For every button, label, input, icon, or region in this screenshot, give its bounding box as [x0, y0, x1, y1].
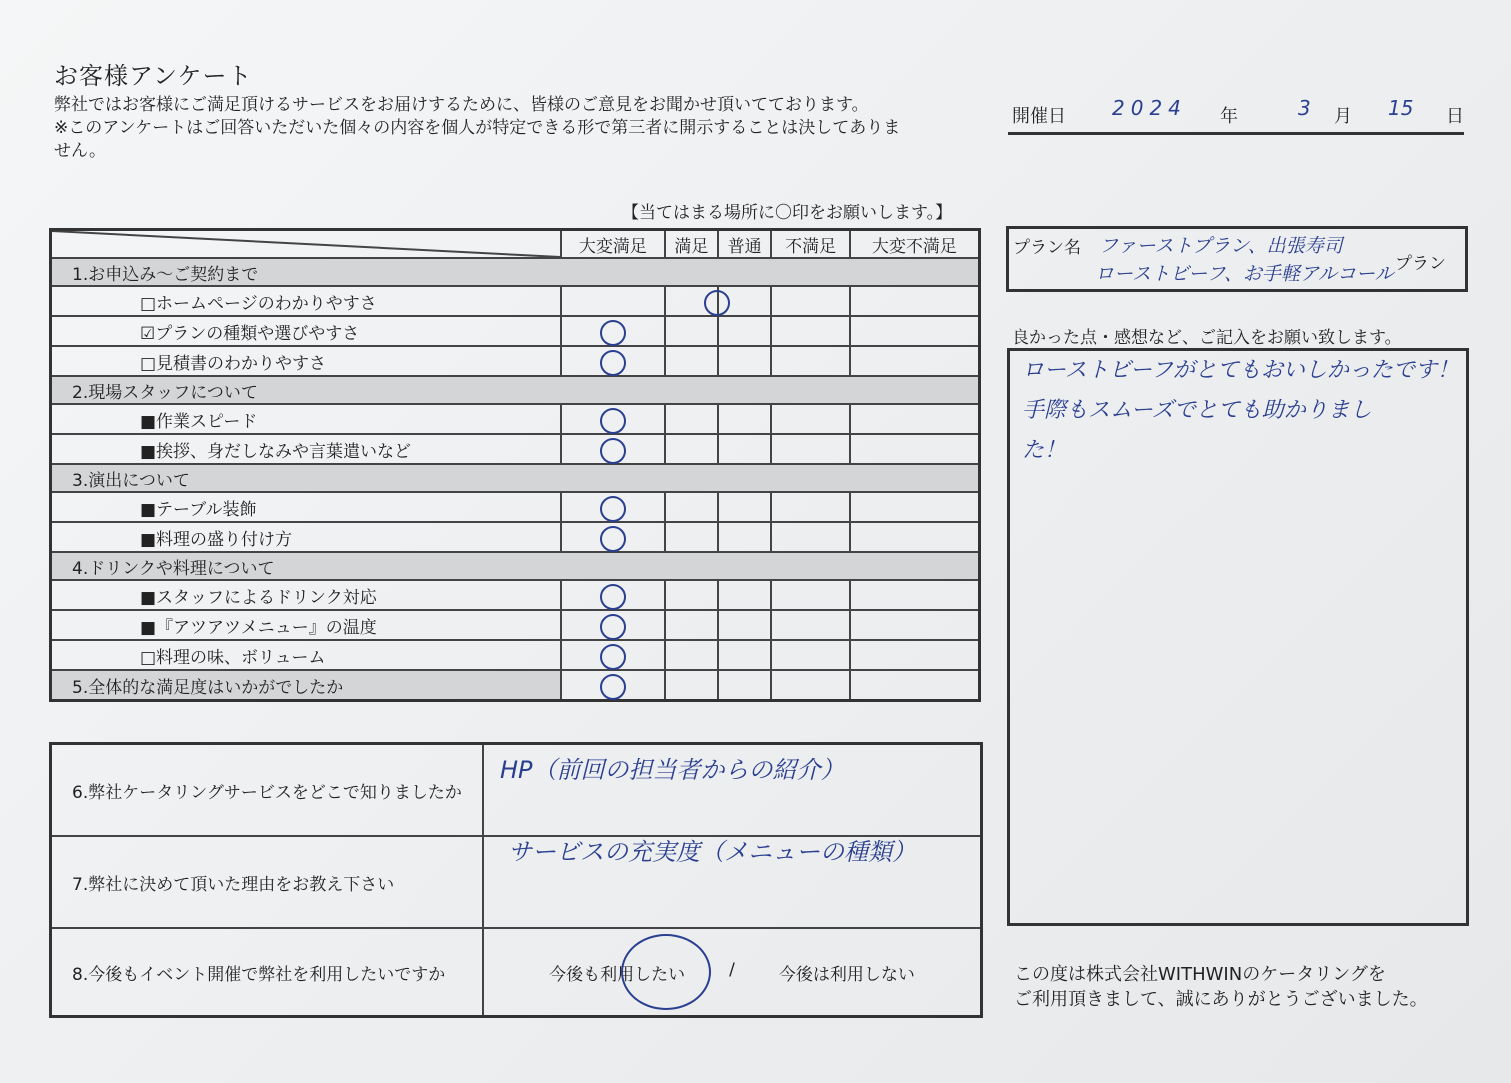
thanks-message — [1014, 962, 1428, 1012]
comment-line: 手際もスムーズでとても助かりまし — [1022, 398, 1372, 423]
rating-cell[interactable] — [718, 346, 771, 376]
rating-cell[interactable] — [718, 316, 771, 346]
rating-cell[interactable] — [771, 670, 850, 701]
circle-mark — [600, 496, 626, 522]
plan-suffix: プラン — [1395, 254, 1446, 274]
item-label: □見積書のわかりやすさ — [51, 346, 562, 376]
q7-answer-cell[interactable] — [483, 836, 982, 928]
rating-cell[interactable] — [665, 492, 718, 522]
rating-cell[interactable] — [718, 670, 771, 701]
circle-mark — [600, 584, 626, 610]
item-row — [51, 640, 980, 670]
plan-label: プラン名 — [1013, 238, 1081, 258]
rating-cell[interactable] — [561, 610, 665, 640]
item-label: □ホームページのわかりやすさ — [51, 286, 562, 316]
thanks-line: この度は株式会社WITHWINのケータリングを — [1014, 964, 1386, 985]
plan-name-box — [1006, 226, 1468, 292]
q8-choice-cell — [483, 928, 982, 1017]
rating-cell[interactable] — [771, 434, 850, 464]
rating-cell[interactable] — [561, 434, 665, 464]
rating-cell[interactable] — [561, 670, 665, 701]
date-label: 開催日 — [1012, 106, 1066, 127]
item-label: ☑プランの種類や選びやすさ — [51, 316, 562, 346]
circle-mark — [600, 644, 626, 670]
rating-cell[interactable] — [561, 522, 665, 552]
rating-cell[interactable] — [665, 404, 718, 434]
rating-cell[interactable] — [718, 522, 771, 552]
rating-cell[interactable] — [718, 640, 771, 670]
rating-cell[interactable] — [665, 522, 718, 552]
rating-cell[interactable] — [561, 580, 665, 610]
rating-cell[interactable] — [665, 670, 718, 701]
date-day-unit: 日 — [1446, 106, 1464, 127]
date-month[interactable]: 3 — [1298, 96, 1311, 120]
item-row — [51, 522, 980, 552]
section-title: 2.現場スタッフについて — [51, 376, 980, 404]
rating-cell[interactable] — [850, 610, 980, 640]
corner-cell — [51, 230, 562, 259]
rating-cell[interactable] — [771, 316, 850, 346]
rating-cell[interactable] — [561, 404, 665, 434]
date-year[interactable]: 2024 — [1112, 96, 1187, 120]
item-row — [51, 316, 980, 346]
rating-cell[interactable] — [850, 286, 980, 316]
rating-cell[interactable] — [850, 492, 980, 522]
rating-cell[interactable] — [771, 404, 850, 434]
plan-line-1[interactable]: ファーストプラン、出張寿司 — [1099, 235, 1343, 257]
rating-cell[interactable] — [718, 434, 771, 464]
rating-cell[interactable] — [561, 492, 665, 522]
rating-cell[interactable] — [771, 492, 850, 522]
item-label: ■作業スピード — [51, 404, 562, 434]
instruction-note: 【当てはまる場所に〇印をお願いします。】 — [622, 203, 953, 223]
column-header: 普通 — [718, 230, 771, 259]
circle-mark — [600, 350, 626, 376]
plan-line-2[interactable]: ローストビーフ、お手軽アルコール — [1095, 263, 1394, 285]
comment-line: ローストビーフがとてもおいしかったです！ — [1022, 358, 1459, 383]
rating-cell[interactable] — [665, 640, 718, 670]
date-month-unit: 月 — [1334, 106, 1352, 127]
rating-cell[interactable] — [718, 404, 771, 434]
item-row — [51, 434, 980, 464]
item-label: ■スタッフによるドリンク対応 — [51, 580, 562, 610]
q7-label: 7.弊社に決めて頂いた理由をお教え下さい — [51, 836, 484, 928]
section-row — [51, 258, 980, 286]
circle-mark — [600, 438, 626, 464]
rating-cell[interactable] — [561, 286, 665, 316]
item-row — [51, 610, 980, 640]
comment-label: 良かった点・感想など、ご記入をお願い致します。 — [1012, 328, 1402, 348]
rating-cell[interactable] — [850, 404, 980, 434]
column-header: 大変満足 — [561, 230, 665, 259]
rating-cell[interactable] — [771, 286, 850, 316]
section-row — [51, 376, 980, 404]
rating-cell[interactable] — [665, 580, 718, 610]
q6-answer[interactable]: HP（前回の担当者からの紹介） — [500, 756, 845, 784]
circle-mark — [600, 526, 626, 552]
rating-cell[interactable] — [665, 346, 718, 376]
intro-text — [54, 94, 974, 163]
intro-line: ※このアンケートはご回答いただいた個々の内容を個人が特定できる形で第三者に開示することは決してありま — [54, 118, 901, 138]
rating-cell[interactable] — [561, 316, 665, 346]
section-title: 4.ドリンクや料理について — [51, 552, 980, 580]
overall-row — [51, 670, 980, 701]
q6-label: 6.弊社ケータリングサービスをどこで知りましたか — [51, 744, 484, 837]
item-label: □料理の味、ボリューム — [51, 640, 562, 670]
q8-separator: / — [729, 959, 735, 980]
rating-cell[interactable] — [771, 522, 850, 552]
rating-cell[interactable] — [665, 434, 718, 464]
item-label: ■挨拶、身だしなみや言葉遣いなど — [51, 434, 562, 464]
rating-cell[interactable] — [850, 434, 980, 464]
column-header: 満足 — [665, 230, 718, 259]
intro-line: せん。 — [54, 141, 107, 161]
item-row — [51, 286, 980, 316]
item-row — [51, 346, 980, 376]
circle-mark — [600, 408, 626, 434]
date-day[interactable]: 15 — [1388, 96, 1414, 120]
comment-box[interactable] — [1007, 348, 1469, 926]
item-row — [51, 404, 980, 434]
q6-answer-cell[interactable] — [483, 744, 982, 837]
event-date — [1008, 96, 1464, 135]
item-label: ■料理の盛り付け方 — [51, 522, 562, 552]
q8-label: 8.今後もイベント開催で弊社を利用したいですか — [51, 928, 484, 1017]
section-row — [51, 464, 980, 492]
selected-circle-mark — [621, 934, 711, 1010]
date-year-unit: 年 — [1220, 106, 1238, 127]
thanks-line: ご利用頂きまして、誠にありがとうございました。 — [1014, 989, 1428, 1010]
open-questions-table — [49, 742, 983, 1018]
rating-cell[interactable] — [850, 346, 980, 376]
comment-line: た！ — [1022, 438, 1067, 463]
rating-cell[interactable] — [771, 346, 850, 376]
rating-cell[interactable] — [665, 286, 718, 316]
q8-option-yes[interactable]: 今後も利用したい — [549, 960, 685, 985]
header-row — [51, 230, 980, 259]
item-row — [51, 580, 980, 610]
rating-cell[interactable] — [561, 346, 665, 376]
column-header: 大変不満足 — [850, 230, 980, 259]
intro-line: 弊社ではお客様にご満足頂けるサービスをお届けするために、皆様のご意見をお聞かせ頂いてております。 — [54, 95, 869, 115]
rating-cell[interactable] — [561, 640, 665, 670]
rating-cell[interactable] — [665, 610, 718, 640]
rating-cell[interactable] — [771, 610, 850, 640]
rating-cell[interactable] — [718, 286, 771, 316]
q8-choices — [484, 960, 980, 985]
rating-cell[interactable] — [665, 316, 718, 346]
rating-cell[interactable] — [718, 580, 771, 610]
rating-cell[interactable] — [771, 640, 850, 670]
section-row — [51, 552, 980, 580]
section-title: 3.演出について — [51, 464, 980, 492]
q8-option-no[interactable]: 今後は利用しない — [778, 964, 915, 985]
rating-cell[interactable] — [850, 316, 980, 346]
rating-cell[interactable] — [771, 580, 850, 610]
item-label: ■テーブル装飾 — [51, 492, 562, 522]
rating-table — [49, 228, 981, 702]
circle-mark — [600, 614, 626, 640]
column-header: 不満足 — [771, 230, 850, 259]
rating-cell[interactable] — [850, 640, 980, 670]
overall-label: 5.全体的な満足度はいかがでしたか — [51, 670, 562, 701]
rating-cell[interactable] — [718, 610, 771, 640]
circle-mark — [600, 320, 626, 346]
item-row — [51, 492, 980, 522]
rating-cell[interactable] — [850, 670, 980, 701]
circle-mark — [600, 674, 626, 700]
page-title: お客様アンケート — [54, 62, 253, 90]
rating-cell[interactable] — [850, 580, 980, 610]
item-label: ■『アツアツメニュー』の温度 — [51, 610, 562, 640]
rating-cell[interactable] — [718, 492, 771, 522]
rating-cell[interactable] — [850, 522, 980, 552]
section-title: 1.お申込み～ご契約まで — [51, 258, 980, 286]
q7-answer[interactable]: サービスの充実度（メニューの種類） — [508, 838, 916, 866]
